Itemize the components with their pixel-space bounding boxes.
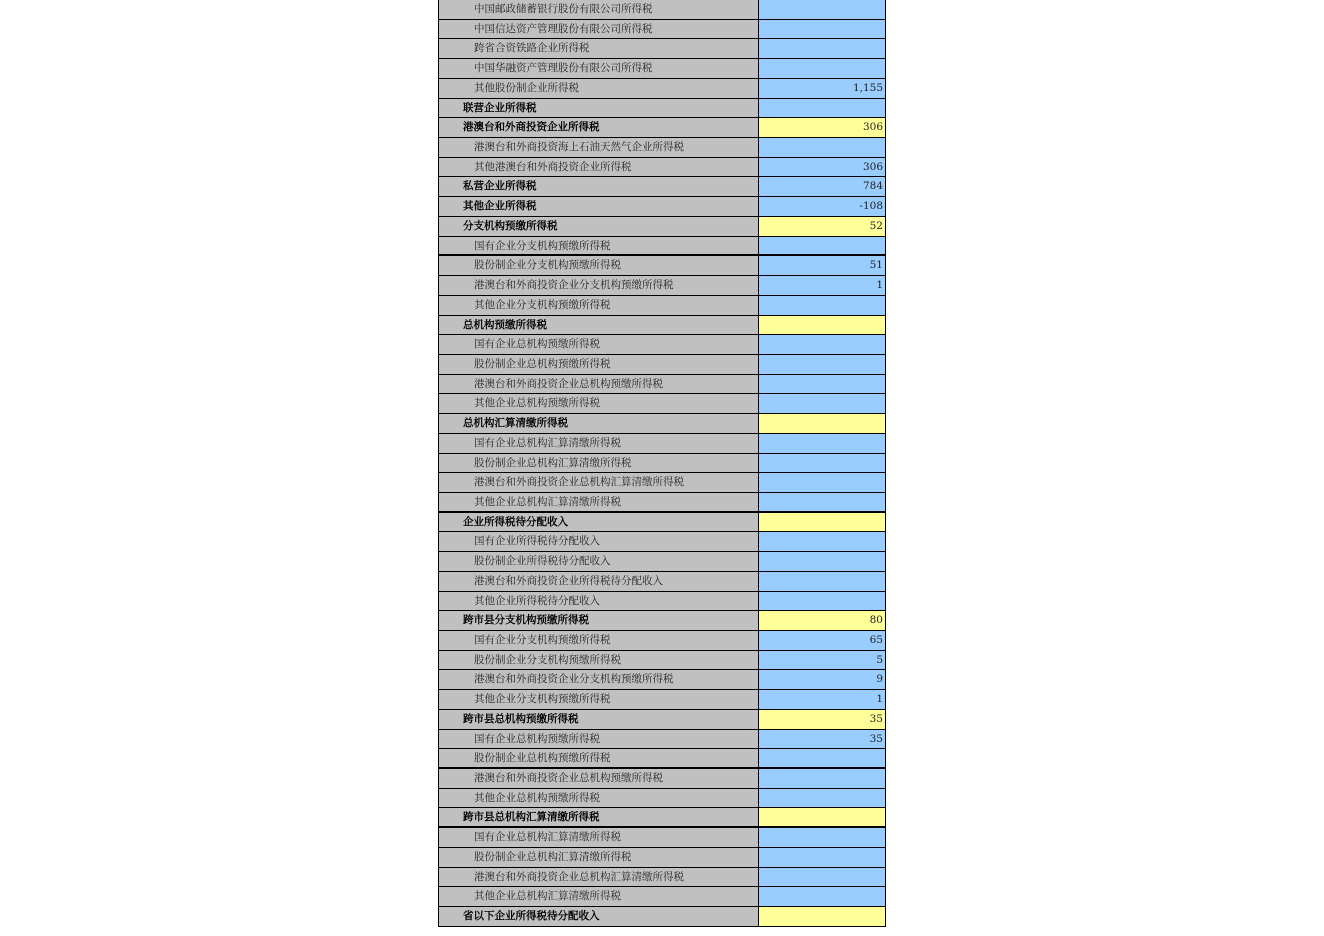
row-label-cell[interactable]: 其他港澳台和外商投资企业所得税 [439, 158, 759, 177]
table-row [439, 20, 886, 40]
table-row [439, 79, 886, 99]
row-label-cell[interactable]: 联营企业所得税 [439, 99, 759, 118]
row-label-cell[interactable]: 国有企业总机构预缴所得税 [439, 335, 759, 354]
row-label-cell[interactable]: 其他企业分支机构预缴所得税 [439, 296, 759, 315]
row-value-cell[interactable] [759, 316, 886, 335]
table-row [439, 690, 886, 710]
row-label-cell[interactable]: 港澳台和外商投资海上石油天然气企业所得税 [439, 138, 759, 157]
table-row [439, 611, 886, 631]
table-row [439, 631, 886, 651]
table-row [439, 868, 886, 888]
row-label-cell[interactable]: 港澳台和外商投资企业分支机构预缴所得税 [439, 276, 759, 295]
row-value-cell[interactable]: 1 [759, 690, 886, 709]
row-value-cell[interactable] [759, 237, 886, 255]
row-value-cell[interactable]: 35 [759, 710, 886, 729]
table-row [439, 670, 886, 690]
row-label-cell[interactable]: 总机构汇算清缴所得税 [439, 414, 759, 433]
row-label-cell[interactable]: 其他企业总机构汇算清缴所得税 [439, 493, 759, 511]
row-label-cell[interactable]: 股份制企业总机构汇算清缴所得税 [439, 454, 759, 473]
row-label-cell[interactable]: 中国信达资产管理股份有限公司所得税 [439, 20, 759, 39]
row-value-cell[interactable]: -108 [759, 197, 886, 216]
row-value-cell[interactable] [759, 138, 886, 157]
row-label-cell[interactable]: 股份制企业总机构预缴所得税 [439, 749, 759, 767]
row-label-cell[interactable]: 其他企业分支机构预缴所得税 [439, 690, 759, 709]
row-label-cell[interactable]: 港澳台和外商投资企业总机构汇算清缴所得税 [439, 473, 759, 492]
table-row [439, 493, 886, 513]
row-label-cell[interactable]: 港澳台和外商投资企业所得税 [439, 118, 759, 137]
row-value-cell[interactable] [759, 513, 886, 532]
table-row [439, 355, 886, 375]
row-label-cell[interactable]: 中国邮政储蓄银行股份有限公司所得税 [439, 0, 759, 19]
table-row [439, 296, 886, 316]
row-value-cell[interactable] [759, 848, 886, 867]
row-value-cell[interactable]: 784 [759, 177, 886, 196]
row-label-cell[interactable]: 股份制企业总机构预缴所得税 [439, 355, 759, 374]
row-label-cell[interactable]: 其他企业总机构预缴所得税 [439, 789, 759, 808]
row-value-cell[interactable] [759, 375, 886, 394]
row-value-cell[interactable] [759, 887, 886, 906]
table-row [439, 769, 886, 789]
table-row [439, 197, 886, 217]
table-row [439, 572, 886, 592]
table-row [439, 532, 886, 552]
row-label-cell[interactable]: 中国华融资产管理股份有限公司所得税 [439, 59, 759, 78]
row-value-cell[interactable] [759, 532, 886, 551]
row-label-cell[interactable]: 其他股份制企业所得税 [439, 79, 759, 98]
row-label-cell[interactable]: 私营企业所得税 [439, 177, 759, 196]
row-label-cell[interactable]: 其他企业总机构预缴所得税 [439, 394, 759, 413]
row-label-cell[interactable]: 港澳台和外商投资企业分支机构预缴所得税 [439, 670, 759, 689]
row-label-cell[interactable]: 跨省合资铁路企业所得税 [439, 39, 759, 58]
table-row [439, 749, 886, 769]
row-value-cell[interactable] [759, 749, 886, 767]
row-value-cell[interactable] [759, 394, 886, 413]
row-label-cell[interactable]: 股份制企业分支机构预缴所得税 [439, 651, 759, 670]
row-value-cell[interactable]: 1 [759, 276, 886, 295]
table-row [439, 907, 886, 927]
table-row [439, 316, 886, 336]
table-row [439, 473, 886, 493]
row-value-cell[interactable] [759, 808, 886, 826]
table-row [439, 808, 886, 828]
row-label-cell[interactable]: 港澳台和外商投资企业总机构预缴所得税 [439, 769, 759, 788]
row-label-cell[interactable]: 省以下企业所得税待分配收入 [439, 907, 759, 926]
row-label-cell[interactable]: 其他企业所得税 [439, 197, 759, 216]
row-label-cell[interactable]: 股份制企业所得税待分配收入 [439, 552, 759, 571]
row-value-cell[interactable] [759, 493, 886, 511]
table-row [439, 118, 886, 138]
row-value-cell[interactable]: 51 [759, 256, 886, 275]
table-row [439, 237, 886, 257]
table-row [439, 99, 886, 119]
table-row [439, 592, 886, 612]
table-row [439, 394, 886, 414]
table-row [439, 375, 886, 395]
row-label-cell[interactable]: 总机构预缴所得税 [439, 316, 759, 335]
row-value-cell[interactable]: 35 [759, 730, 886, 749]
row-value-cell[interactable] [759, 552, 886, 571]
table-row [439, 651, 886, 671]
row-label-cell[interactable]: 国有企业总机构汇算清缴所得税 [439, 434, 759, 453]
table-row [439, 414, 886, 434]
row-value-cell[interactable] [759, 0, 886, 19]
row-label-cell[interactable]: 跨市县分支机构预缴所得税 [439, 611, 759, 630]
table-row [439, 177, 886, 197]
row-value-cell[interactable] [759, 572, 886, 591]
table-row [439, 138, 886, 158]
row-value-cell[interactable] [759, 296, 886, 315]
row-value-cell[interactable] [759, 828, 886, 847]
table-row [439, 434, 886, 454]
row-value-cell[interactable]: 5 [759, 651, 886, 670]
table-row [439, 256, 886, 276]
row-label-cell[interactable]: 跨市县总机构预缴所得税 [439, 710, 759, 729]
table-row [439, 828, 886, 848]
row-label-cell[interactable]: 国有企业所得税待分配收入 [439, 532, 759, 551]
table-row [439, 335, 886, 355]
row-value-cell[interactable]: 1,155 [759, 79, 886, 98]
row-value-cell[interactable] [759, 99, 886, 118]
row-value-cell[interactable] [759, 868, 886, 887]
table-row [439, 552, 886, 572]
row-value-cell[interactable]: 52 [759, 217, 886, 236]
row-label-cell[interactable]: 国有企业分支机构预缴所得税 [439, 237, 759, 255]
row-label-cell[interactable]: 国有企业总机构汇算清缴所得税 [439, 828, 759, 847]
row-value-cell[interactable] [759, 39, 886, 58]
row-label-cell[interactable]: 国有企业分支机构预缴所得税 [439, 631, 759, 650]
table-row [439, 887, 886, 907]
table-row [439, 217, 886, 237]
row-label-cell[interactable]: 国有企业总机构预缴所得税 [439, 730, 759, 749]
row-value-cell[interactable]: 80 [759, 611, 886, 630]
row-value-cell[interactable] [759, 414, 886, 433]
row-label-cell[interactable]: 港澳台和外商投资企业所得税待分配收入 [439, 572, 759, 591]
row-label-cell[interactable]: 其他企业总机构汇算清缴所得税 [439, 887, 759, 906]
row-value-cell[interactable] [759, 473, 886, 492]
row-value-cell[interactable] [759, 454, 886, 473]
row-value-cell[interactable]: 306 [759, 158, 886, 177]
table-row [439, 710, 886, 730]
row-value-cell[interactable]: 306 [759, 118, 886, 137]
table-row [439, 730, 886, 750]
row-label-cell[interactable]: 股份制企业分支机构预缴所得税 [439, 256, 759, 275]
row-label-cell[interactable]: 跨市县总机构汇算清缴所得税 [439, 808, 759, 826]
row-value-cell[interactable] [759, 789, 886, 808]
row-value-cell[interactable] [759, 20, 886, 39]
row-label-cell[interactable]: 分支机构预缴所得税 [439, 217, 759, 236]
row-label-cell[interactable]: 港澳台和外商投资企业总机构预缴所得税 [439, 375, 759, 394]
row-value-cell[interactable] [759, 592, 886, 611]
row-label-cell[interactable]: 企业所得税待分配收入 [439, 513, 759, 532]
row-value-cell[interactable]: 9 [759, 670, 886, 689]
row-value-cell[interactable] [759, 434, 886, 453]
table-row [439, 158, 886, 178]
row-value-cell[interactable]: 65 [759, 631, 886, 650]
table-row [439, 0, 886, 20]
row-label-cell[interactable]: 股份制企业总机构汇算清缴所得税 [439, 848, 759, 867]
row-label-cell[interactable]: 港澳台和外商投资企业总机构汇算清缴所得税 [439, 868, 759, 887]
row-value-cell[interactable] [759, 59, 886, 78]
table-row [439, 276, 886, 296]
row-label-cell[interactable]: 其他企业所得税待分配收入 [439, 592, 759, 611]
table-row [439, 848, 886, 868]
row-value-cell[interactable] [759, 335, 886, 354]
row-value-cell[interactable] [759, 355, 886, 374]
table-row [439, 59, 886, 79]
table-row [439, 39, 886, 59]
table-row [439, 454, 886, 474]
row-value-cell[interactable] [759, 769, 886, 788]
table-row [439, 513, 886, 533]
table-row [439, 789, 886, 809]
row-value-cell[interactable] [759, 907, 886, 926]
spreadsheet-table [438, 0, 886, 927]
